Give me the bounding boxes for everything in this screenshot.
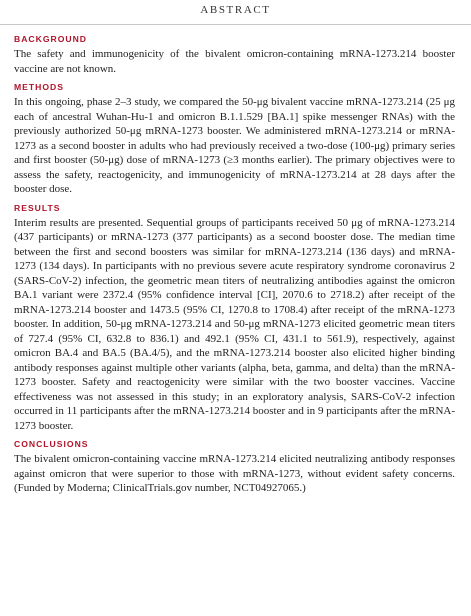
methods-section xyxy=(14,82,455,197)
abstract-title: ABSTRACT xyxy=(200,4,271,16)
background-section xyxy=(14,34,455,76)
abstract-header xyxy=(0,0,471,25)
conclusions-heading: CONCLUSIONS xyxy=(14,439,89,449)
results-heading: RESULTS xyxy=(14,202,61,213)
conclusions-text: The bivalent omicron-containing vaccine mRNA-1273.214 elicited neutralizing antibody responses against omicron that were superior to those with mRNA-1273, without evident safety concerns. (Funded by Moderna; ClinicalTrials.gov number, NCT04927065.) xyxy=(14,453,455,494)
results-text: Interim results are presented. Sequential groups of participants received 50 μg of mRNA-1273.214 (437 participants) or mRNA-1273 (377 participants) as a second booster dose. The median time between the first and second boosters was similar for mRNA-1273.214 (136 days) and mRNA-1273 (134 days). In participants with no previous severe acute respiratory syndrome coronavirus 2 (SARS-CoV-2) infection, the geometric mean titers of neutralizing antibodies against the omicron BA.1 variant were 2372.4 (95% confidence interval [CI], 2070.6 to 2718.2) after receipt of the mRNA-1273.214 booster and 1473.5 (95% CI, 1270.8 to 1708.4) after receipt of the mRNA-1273 booster. In addition, 50-μg mRNA-1273.214 and 50-μg mRNA-1273 elicited geometric mean titers of 727.4 (95% CI, 632.8 to 836.1) and 492.1 (95% CI, 431.1 to 561.9), respectively, against omicron BA.4 and BA.5 (BA.4/5), and the mRNA-1273.214 booster also elicited higher binding antibody responses against multiple other variants (alpha, beta, gamma, and delta) than the mRNA-1273 booster. Safety and reactogenicity were similar with the two booster vaccines. Vaccine effectiveness was not assessed in this study; in an exploratory analysis, SARS-CoV-2 infection occurred in 11 participants after the mRNA-1273.214 booster and in 9 participants after the mRNA-1273 booster. xyxy=(14,216,455,432)
methods-text: In this ongoing, phase 2–3 study, we compared the 50-μg bivalent vaccine mRNA-1273.214 (25 μg each of ancestral Wuhan-Hu-1 and omicron B.1.1.529 [BA.1] spike messenger RNAs) with the previously authorized 50-μg mRNA-1273 booster. We administered mRNA-1273.214 or mRNA-1273 as a second booster in adults who had previously received a two-dose (100-μg) primary series and first booster (50-μg) dose of mRNA-1273 (≥3 months earlier). The primary objectives were to assess the safety, reactogenicity, and immunogenicity of mRNA-1273.214 at 28 days after the booster dose. xyxy=(14,96,455,195)
abstract-content xyxy=(14,34,455,502)
background-heading: BACKGROUND xyxy=(14,34,88,44)
conclusions-section xyxy=(14,439,455,496)
methods-heading: METHODS xyxy=(14,82,64,92)
background-text: The safety and immunogenicity of the bivalent omicron-containing mRNA-1273.214 booster vaccine are not known. xyxy=(14,48,455,75)
results-section xyxy=(14,203,455,434)
